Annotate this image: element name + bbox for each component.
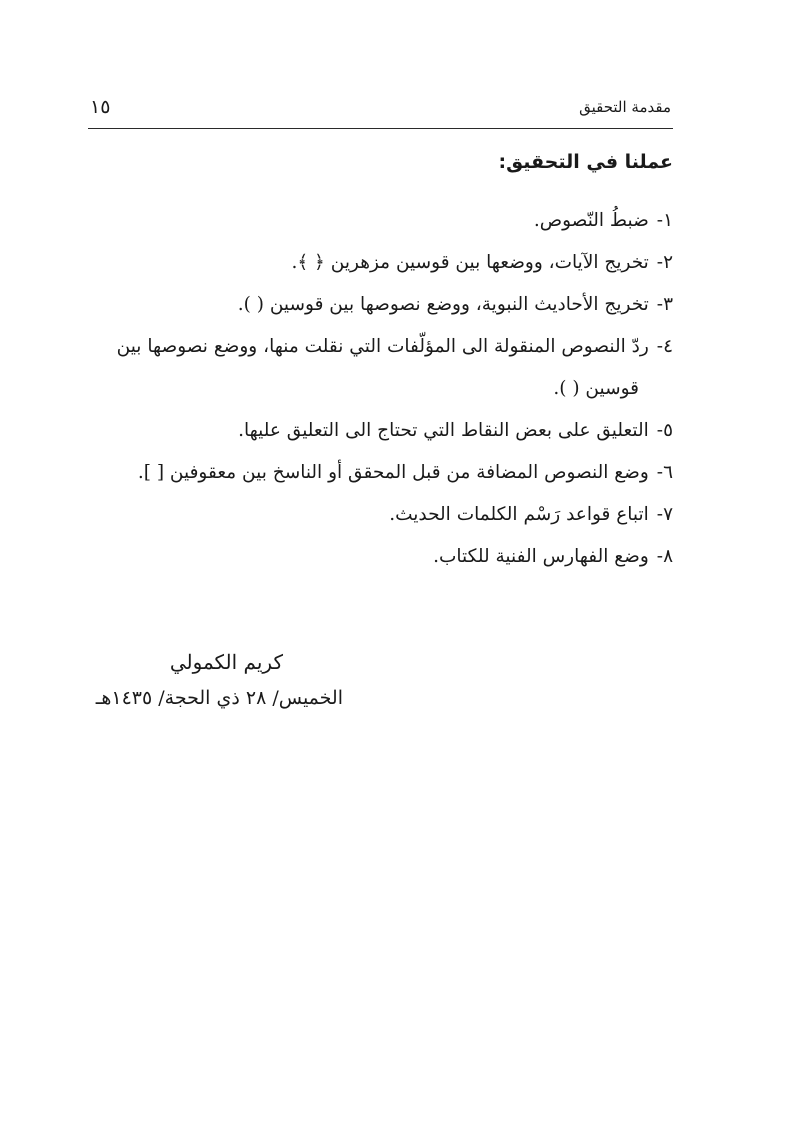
list-item-text: التعليق على بعض النقاط التي تحتاج الى التعليق عليها.: [238, 420, 649, 441]
list-item: [88, 410, 673, 452]
list-item-text: ردّ النصوص المنقولة الى المؤلّفات التي نقلت منها، ووضع نصوصها بين: [116, 336, 649, 357]
list-item: [88, 494, 673, 536]
list-item-continuation: قوسين ( ).: [553, 378, 639, 399]
signature-date: الخميس/ ٢٨ ذي الحجة/ ١٤٣٥هـ: [95, 687, 343, 709]
list-item-number: ١-: [656, 210, 673, 231]
list-item: [88, 200, 673, 242]
list-item: [88, 536, 673, 578]
list-item-text: ضبطُ النّصوص.: [533, 210, 649, 231]
running-header-title: مقدمة التحقيق: [579, 98, 671, 116]
list-item-number: ٨-: [656, 546, 673, 567]
list-item-number: ٦-: [656, 462, 673, 483]
list-item: [88, 326, 673, 410]
list-item-number: ٢-: [656, 252, 673, 273]
signature-block: [96, 645, 343, 717]
list-item-text: وضع الفهارس الفنية للكتاب.: [433, 546, 649, 567]
section-heading: عملنا في التحقيق:: [498, 151, 673, 173]
list-item-text: اتباع قواعد رَسْم الكلمات الحديث.: [389, 504, 649, 525]
list-item-number: ٧-: [656, 504, 673, 525]
list-item-number: ٤-: [656, 336, 673, 357]
list-item-text: تخريج الآيات، ووضعها بين قوسين مزهرين ﴿ ﴾.: [291, 252, 649, 273]
signature-name: كريم الكمولي: [169, 650, 283, 674]
list-item-text: تخريج الأحاديث النبوية، ووضع نصوصها بين قوسين ( ).: [237, 294, 649, 315]
list-item-text: وضع النصوص المضافة من قبل المحقق أو الناسخ بين معقوفين [ ].: [137, 462, 649, 483]
list-item: [88, 242, 673, 284]
methodology-list: [88, 200, 673, 578]
running-header: [88, 94, 673, 129]
list-item: [88, 452, 673, 494]
page-number: ١٥: [90, 96, 111, 118]
list-item-number: ٣-: [656, 294, 673, 315]
list-item: [88, 284, 673, 326]
list-item-number: ٥-: [656, 420, 673, 441]
